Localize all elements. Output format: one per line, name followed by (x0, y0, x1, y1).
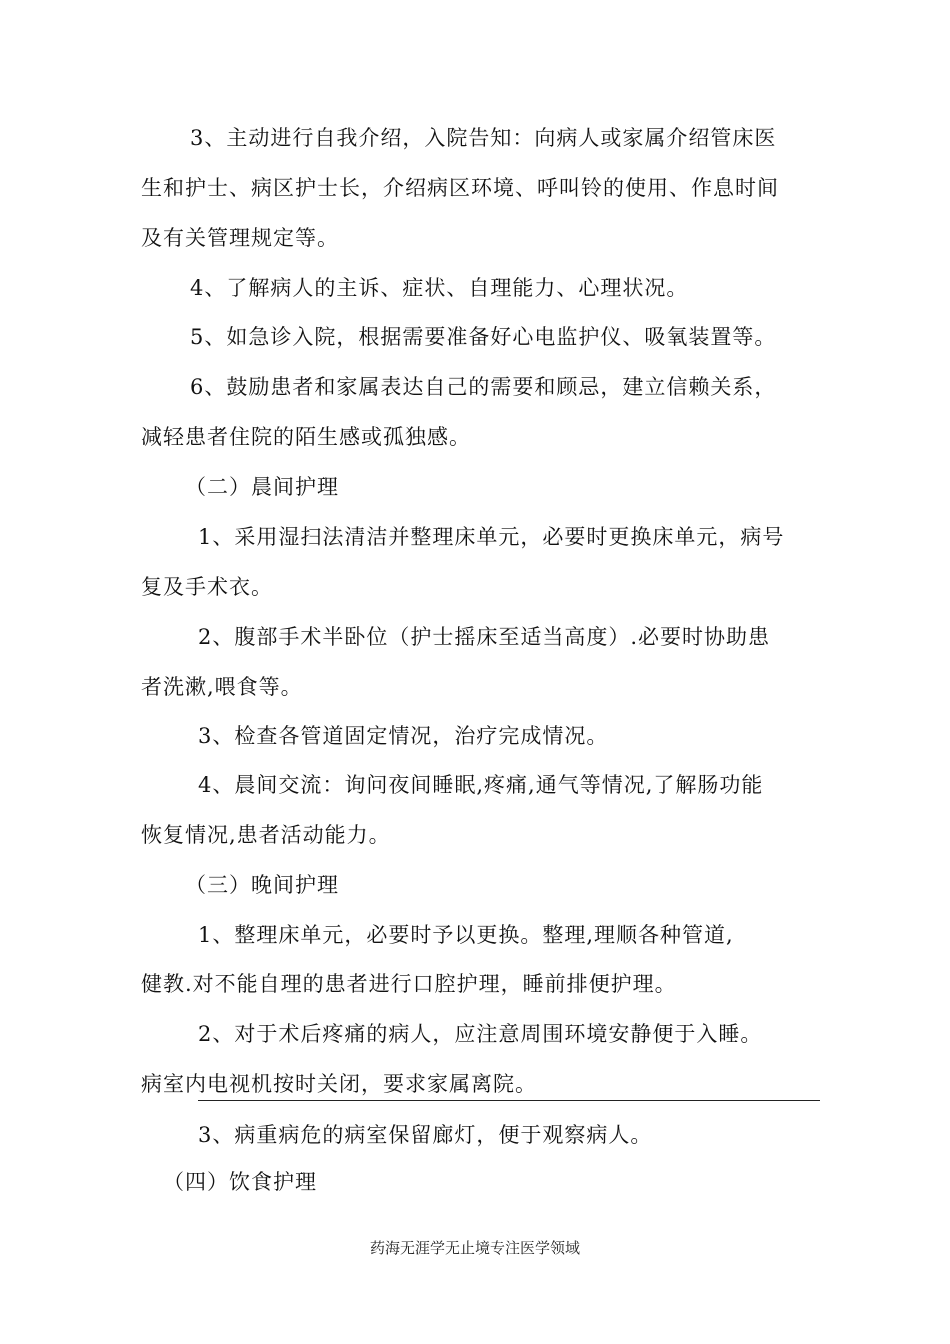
page-footer: 药海无涯学无止境专注医学领域 (369, 1239, 580, 1257)
text-line: 4、了解病人的主诉、症状、自理能力、心理状况。 (190, 276, 689, 300)
text-line: 1、整理床单元，必要时予以更换。整理,理顺各种管道, (198, 923, 734, 947)
text-line: 3、检查各管道固定情况，治疗完成情况。 (198, 724, 609, 748)
section-heading: （四）饮食护理 (163, 1170, 317, 1194)
text-line: 4、晨间交流：询问夜间睡眠,疼痛,通气等情况,了解肠功能 (198, 773, 764, 797)
horizontal-rule (198, 1100, 820, 1101)
text-line: 复及手术衣。 (141, 575, 273, 599)
text-line: 3、病重病危的病室保留廊灯，便于观察病人。 (198, 1123, 653, 1147)
text-line: 6、鼓励患者和家属表达自己的需要和顾忌，建立信赖关系， (190, 375, 777, 399)
text-line: 病室内电视机按时关闭，要求家属离院。 (141, 1072, 537, 1096)
text-line: 及有关管理规定等。 (141, 226, 339, 250)
section-heading: （二）晨间护理 (185, 475, 339, 499)
text-line: 生和护士、病区护士长，介绍病区环境、呼叫铃的使用、作息时间 (141, 176, 779, 200)
section-heading: （三）晚间护理 (185, 873, 339, 897)
text-line: 3、主动进行自我介绍，入院告知：向病人或家属介绍管床医 (190, 126, 777, 150)
text-line: 恢复情况,患者活动能力。 (141, 823, 391, 847)
text-line: 2、对于术后疼痛的病人，应注意周围环境安静便于入睡。 (198, 1022, 763, 1046)
text-line: 减轻患者住院的陌生感或孤独感。 (141, 425, 471, 449)
text-line: 1、采用湿扫法清洁并整理床单元，必要时更换床单元，病号 (198, 525, 785, 549)
text-line: 者洗漱,喂食等。 (141, 675, 303, 699)
text-line: 5、如急诊入院，根据需要准备好心电监护仪、吸氧装置等。 (190, 325, 777, 349)
text-line: 健教.对不能自理的患者进行口腔护理，睡前排便护理。 (141, 972, 677, 996)
text-line: 2、腹部手术半卧位（护士摇床至适当高度）.必要时协助患 (198, 625, 771, 649)
